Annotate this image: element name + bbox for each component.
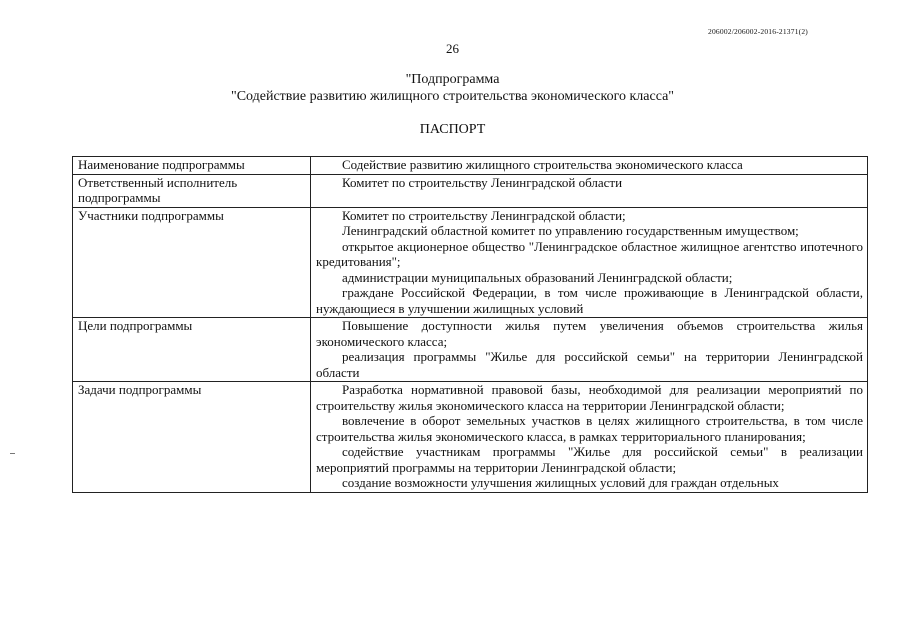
value-paragraph: содействие участникам программы "Жилье для российской семьи" в реализации мероприятий программы на территории Ленинградской области;: [316, 444, 863, 475]
table-row: [73, 174, 868, 207]
value-paragraph: Содействие развитию жилищного строительства экономического класса: [342, 157, 743, 172]
table-row: [73, 207, 868, 318]
value-paragraph: Комитет по строительству Ленинградской области;: [342, 207, 626, 223]
row-name-cell: Ответственный исполнитель подпрограммы: [73, 174, 311, 207]
table-row: [73, 157, 868, 175]
title-line-2: "Содействие развитию жилищного строительства экономического класса": [230, 89, 675, 104]
value-paragraph: вовлечение в оборот земельных участков в целях жилищного строительства, в том числе строительства жилья экономического класса, в рамках территориального планирования;: [316, 413, 863, 444]
table-row: [73, 382, 868, 493]
title-line-1: "Подпрограмма: [405, 72, 500, 87]
table-row: [73, 318, 868, 382]
passport-heading: ПАСПОРТ: [419, 122, 486, 137]
document-id: 206002/206002-2016-21371(2): [708, 27, 808, 36]
value-paragraph: Комитет по строительству Ленинградской области: [342, 174, 623, 190]
value-paragraph: граждане Российской Федерации, в том числе проживающие в Ленинградской области, нуждающиеся в улучшении жилищных условий: [316, 285, 863, 316]
row-value-cell: [311, 207, 868, 318]
page-number: 26: [446, 41, 459, 56]
row-name-cell: Участники подпрограммы: [73, 207, 311, 318]
row-name-cell: Наименование подпрограммы: [73, 157, 311, 175]
document-title: [0, 71, 905, 105]
row-name-cell: Цели подпрограммы: [73, 318, 311, 382]
value-paragraph: Ленинградский областной комитет по управлению государственным имуществом;: [342, 223, 799, 238]
row-value-cell: [311, 174, 868, 207]
passport-table: [72, 156, 868, 493]
row-value-cell: [311, 157, 868, 175]
row-value-cell: [311, 382, 868, 493]
value-paragraph: администрации муниципальных образований Ленинградской области;: [342, 269, 733, 285]
row-value-cell: [311, 318, 868, 382]
value-paragraph: Повышение доступности жилья путем увеличения объемов строительства жилья экономического класса;: [316, 318, 863, 349]
margin-mark: [10, 453, 15, 454]
value-paragraph: создание возможности улучшения жилищных условий для граждан отдельных: [342, 475, 779, 490]
value-paragraph: Разработка нормативной правовой базы, необходимой для реализации мероприятий по строительству жилья экономического класса на территории Ленинградской области;: [316, 382, 863, 413]
value-paragraph: реализация программы "Жилье для российской семьи" на территории Ленинградской области: [316, 349, 863, 380]
value-paragraph: открытое акционерное общество "Ленинградское областное жилищное агентство ипотечного кредитования";: [316, 238, 863, 269]
row-name-cell: Задачи подпрограммы: [73, 382, 311, 493]
